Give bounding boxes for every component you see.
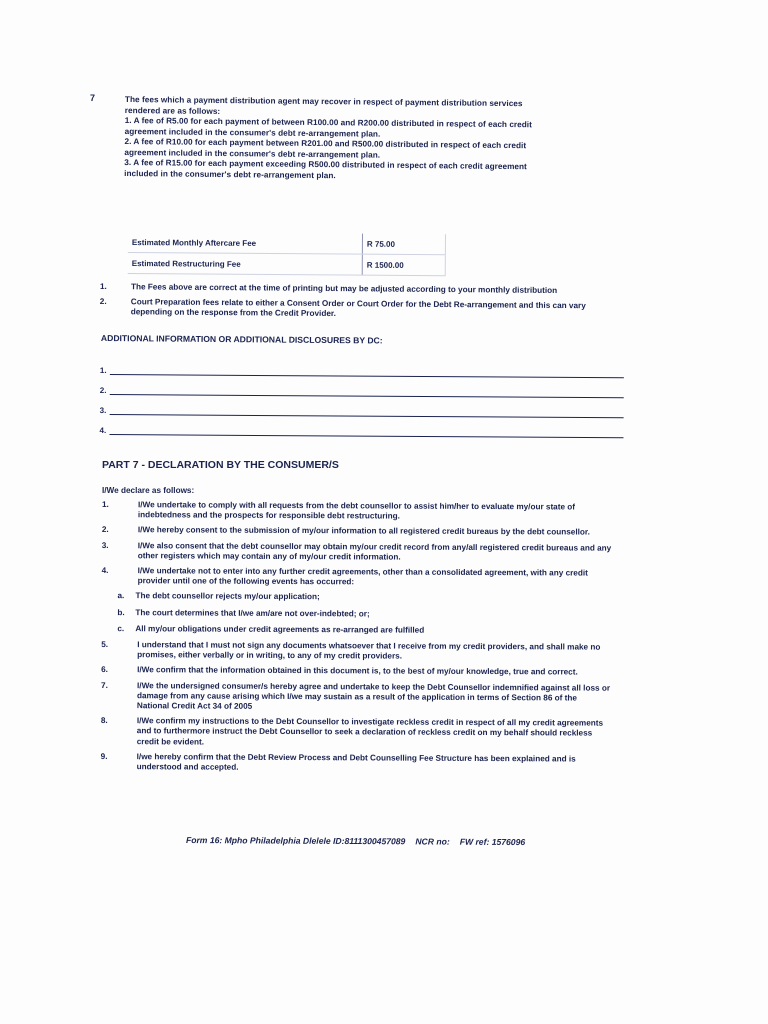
fee-label: Estimated Monthly Aftercare Fee — [131, 237, 257, 248]
section-7-line: The fees which a payment distribution agent may recover in respect of payment distribution services — [124, 95, 523, 109]
declaration-item — [101, 681, 611, 714]
fee-label: Estimated Restructuring Fee — [131, 258, 241, 269]
item-text: I/We undertake to comply with all requests from the debt counsellor to assist him/her to evaluate my/our state of indebtedness and the prospects for responsible debt restructuring. — [137, 500, 576, 521]
section-7-line: included in the consumer's debt re-arrangement plan. — [124, 168, 336, 180]
item-number: 7. — [101, 680, 108, 690]
fee-row-aftercare — [128, 232, 446, 255]
subitem-text: All my/our obligations under credit agreements as re-arranged are fulfilled — [135, 624, 425, 635]
item-number: 2. — [101, 525, 109, 535]
blank-line-4[interactable] — [100, 415, 624, 438]
item-number: 9. — [100, 751, 108, 761]
footer-form-id: Form 16: Mpho Philadelphia Dlelele ID:8111300457089 — [185, 835, 406, 847]
declaration-item — [101, 665, 611, 678]
fee-table — [128, 232, 446, 276]
fee-notes — [100, 282, 620, 327]
item-text: I/We undertake not to enter into any further credit agreements, other than a consolidated agreement, with any credit provider until one of the following events has occurred: — [137, 566, 588, 587]
note-text: The Fees above are correct at the time of printing but may be adjusted according to your monthly distribution — [130, 282, 558, 295]
subitem-letter: a. — [117, 591, 125, 601]
item-number: 6. — [101, 665, 108, 675]
section-number: 7 — [90, 93, 96, 103]
note-item — [100, 282, 620, 297]
section-7-line: 1. A fee of R5.00 for each payment of between R100.00 and R200.00 distributed in respect of each credit — [124, 115, 532, 130]
item-text: I/We the undersigned consumer/s hereby agree and undertake to keep the Debt Counsellor indemnified against all loss or damage from any cause arising which I/we may sustain as a result of the application in terms of Section 86 of the National Credit Act 34 of 2005 — [136, 680, 611, 711]
item-number: 8. — [100, 716, 108, 726]
item-number: 5. — [101, 640, 109, 650]
section-7-line: rendered are as follows: — [124, 105, 221, 116]
subitem-text: The court determines that I/we am/are not over-indebted; or; — [135, 607, 370, 619]
footer-ncr: NCR no: — [415, 836, 450, 847]
fee-value: R 1500.00 — [362, 255, 446, 276]
line-number: 1. — [99, 365, 107, 376]
part-7-heading: PART 7 - DECLARATION BY THE CONSUMER/S — [102, 459, 339, 471]
footer-fw-ref: FW ref: 1576096 — [459, 836, 526, 848]
form-footer — [186, 835, 525, 847]
declaration-list — [101, 500, 612, 780]
declaration-item — [101, 716, 611, 749]
blank-line-2[interactable] — [100, 375, 624, 398]
subitem-letter: c. — [117, 623, 125, 633]
subitem-text: The debt counsellor rejects my/our application; — [135, 591, 320, 602]
declaration-item — [101, 640, 611, 663]
blank-line-3[interactable] — [100, 395, 624, 418]
section-7-line: agreement included in the consumer's debt re-arrangement plan. — [124, 147, 381, 160]
line-number: 3. — [99, 405, 107, 416]
section-7-line: 2. A fee of R10.00 for each payment between R201.00 and R500.00 distributed in respect of each credit — [124, 136, 527, 151]
fee-value: R 75.00 — [362, 234, 446, 255]
note-text: Court Preparation fees relate to either a Consent Order or Court Order for the Debt Re-arrangement and this can vary depending on the response from the Credit Provider. — [130, 297, 586, 319]
line-rule — [110, 422, 624, 438]
note-number: 2. — [99, 296, 107, 307]
declaration-subitem — [101, 591, 611, 604]
line-number: 4. — [99, 425, 107, 436]
item-text: I/We confirm my instructions to the Debt Counsellor to investigate reckless credit in respect of all my credit agreements and to furthermore instruct the Debt Counsellor to seek a declaration of reckless credit on my behalf should reckless credit be evident. — [136, 716, 604, 747]
additional-info-lines — [100, 355, 624, 438]
section-7-line: 3. A fee of R15.00 for each payment exceeding R500.00 distributed in respect of each credit agreement — [124, 157, 527, 172]
declaration-item — [102, 500, 612, 523]
item-text: I/we hereby confirm that the Debt Review Process and Debt Counselling Fee Structure has been explained and is understood and accepted. — [136, 752, 576, 772]
item-number: 1. — [101, 500, 109, 510]
fee-row-restructuring — [128, 253, 446, 276]
subitem-letter: b. — [117, 607, 125, 617]
note-number: 1. — [99, 282, 107, 292]
item-text: I/We hereby consent to the submission of my/our information to all registered credit bureaus by the debt counsellor. — [137, 525, 590, 537]
section-7-fees-text — [124, 95, 615, 184]
item-text: I/We confirm that the information obtained in this document is, to the best of my/our knowledge, true and correct. — [137, 665, 578, 677]
declaration-item — [102, 566, 612, 589]
note-item — [100, 297, 620, 322]
blank-line-1[interactable] — [100, 355, 624, 378]
item-text: I understand that I must not sign any documents whatsoever that I receive from my credit providers, and shall make no promises, either verbally or in writing, to any of my credit providers. — [137, 640, 601, 661]
item-number: 3. — [101, 540, 109, 550]
line-number: 2. — [99, 385, 107, 396]
item-number: 4. — [101, 566, 109, 576]
declaration-subitem — [101, 624, 611, 637]
declaration-item — [101, 752, 611, 775]
declaration-item — [102, 541, 612, 564]
additional-info-heading: ADDITIONAL INFORMATION OR ADDITIONAL DISCLOSURES BY DC: — [100, 333, 383, 346]
item-text: I/We also consent that the debt counsellor may obtain my/our credit record from any/all registered credit bureaus and any other registers which may contain any of my/our credit information. — [137, 540, 612, 562]
declaration-subitem — [101, 608, 611, 621]
declaration-item — [102, 525, 612, 538]
section-7-line: agreement included in the consumer's debt re-arrangement plan. — [124, 126, 381, 139]
declaration-intro: I/We declare as follows: — [102, 486, 195, 495]
